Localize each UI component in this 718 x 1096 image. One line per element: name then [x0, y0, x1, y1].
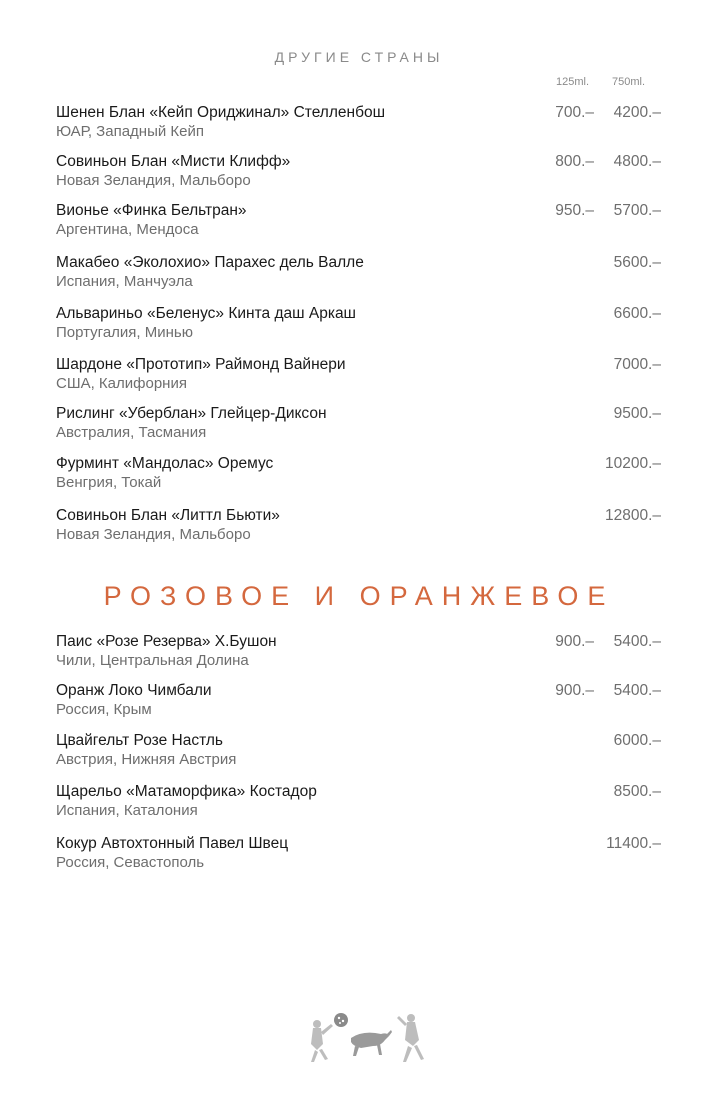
wine-item	[56, 254, 666, 296]
wine-name: Макабео «Эколохио» Парахес дель Валле	[56, 254, 364, 271]
wine-item	[56, 455, 666, 497]
wine-item	[56, 153, 666, 195]
wine-origin: Чили, Центральная Долина	[56, 652, 249, 669]
wine-name: Альвариньо «Беленус» Кинта даш Аркаш	[56, 305, 356, 322]
rose-orange-title: РОЗОВОЕ И ОРАНЖЕВОЕ	[103, 581, 615, 611]
wine-item	[56, 732, 666, 774]
wine-origin: Австралия, Тасмания	[56, 424, 207, 441]
wine-origin: Австрия, Нижняя Австрия	[56, 751, 237, 768]
price-750: 5400.–	[613, 633, 661, 650]
price-750: 9500.–	[613, 405, 661, 422]
wine-name: Вионье «Финка Бельтран»	[56, 202, 247, 219]
price-750: 6600.–	[613, 305, 661, 322]
wine-item	[56, 202, 666, 244]
price-750: 12800.–	[604, 507, 661, 524]
wine-item	[56, 507, 666, 549]
price-750: 6000.–	[613, 732, 661, 749]
price-750: 4800.–	[613, 153, 661, 170]
wine-item	[56, 356, 666, 398]
wine-name: Совиньон Блан «Мисти Клифф»	[56, 153, 291, 170]
wine-item	[56, 682, 666, 724]
wine-item	[56, 633, 666, 675]
wine-name: Цвайгельт Розе Настль	[56, 732, 223, 749]
wine-name: Паис «Розе Резерва» Х.Бушон	[56, 633, 277, 650]
wine-item	[56, 783, 666, 825]
wine-origin: ЮАР, Западный Кейп	[56, 123, 204, 140]
wine-origin: Португалия, Минью	[56, 324, 193, 341]
wine-origin: Новая Зеландия, Мальборо	[56, 526, 251, 543]
price-125: 900.–	[555, 682, 594, 699]
price-125: 900.–	[555, 633, 594, 650]
price-750: 11400.–	[606, 835, 661, 852]
wine-origin: Россия, Крым	[56, 701, 152, 718]
wine-name: Кокур Автохтонный Павел Швец	[56, 835, 289, 852]
wine-origin: Новая Зеландия, Мальборо	[56, 172, 251, 189]
wine-origin: Аргентина, Мендоса	[56, 221, 199, 238]
price-750: 7000.–	[613, 356, 661, 373]
wine-item	[56, 104, 666, 146]
wine-name: Совиньон Блан «Литтл Бьюти»	[56, 507, 280, 524]
column-header-750ml: 750ml.	[612, 76, 646, 88]
price-125: 800.–	[555, 153, 594, 170]
price-750: 5600.–	[613, 254, 661, 271]
wine-origin: Россия, Севастополь	[56, 854, 205, 871]
wine-origin: Венгрия, Токай	[56, 474, 162, 491]
price-750: 10200.–	[604, 455, 661, 472]
wine-origin: США, Калифорния	[56, 375, 187, 392]
wine-name: Рислинг «Уберблан» Глейцер-Диксон	[56, 405, 327, 422]
wine-name: Щарельо «Матаморфика» Костадор	[56, 783, 317, 800]
greek-figures-ornament-icon	[303, 1010, 433, 1070]
price-125: 950.–	[555, 202, 594, 219]
price-750: 5700.–	[613, 202, 661, 219]
wine-item	[56, 835, 666, 877]
wine-name: Оранж Локо Чимбали	[56, 682, 212, 699]
price-750: 5400.–	[613, 682, 661, 699]
wine-origin: Испания, Манчуэла	[56, 273, 193, 290]
other-countries-title: ДРУГИЕ СТРАНЫ	[274, 49, 444, 65]
wine-item	[56, 305, 666, 347]
price-750: 4200.–	[613, 104, 661, 121]
wine-item	[56, 405, 666, 447]
wine-origin: Испания, Каталония	[56, 802, 198, 819]
wine-name: Шардоне «Прототип» Раймонд Вайнери	[56, 356, 346, 373]
column-header-125ml: 125ml.	[556, 76, 590, 88]
wine-name: Фурминт «Мандолас» Оремус	[56, 455, 274, 472]
price-750: 8500.–	[613, 783, 661, 800]
wine-name: Шенен Блан «Кейп Ориджинал» Стелленбош	[56, 104, 386, 121]
price-125: 700.–	[555, 104, 594, 121]
